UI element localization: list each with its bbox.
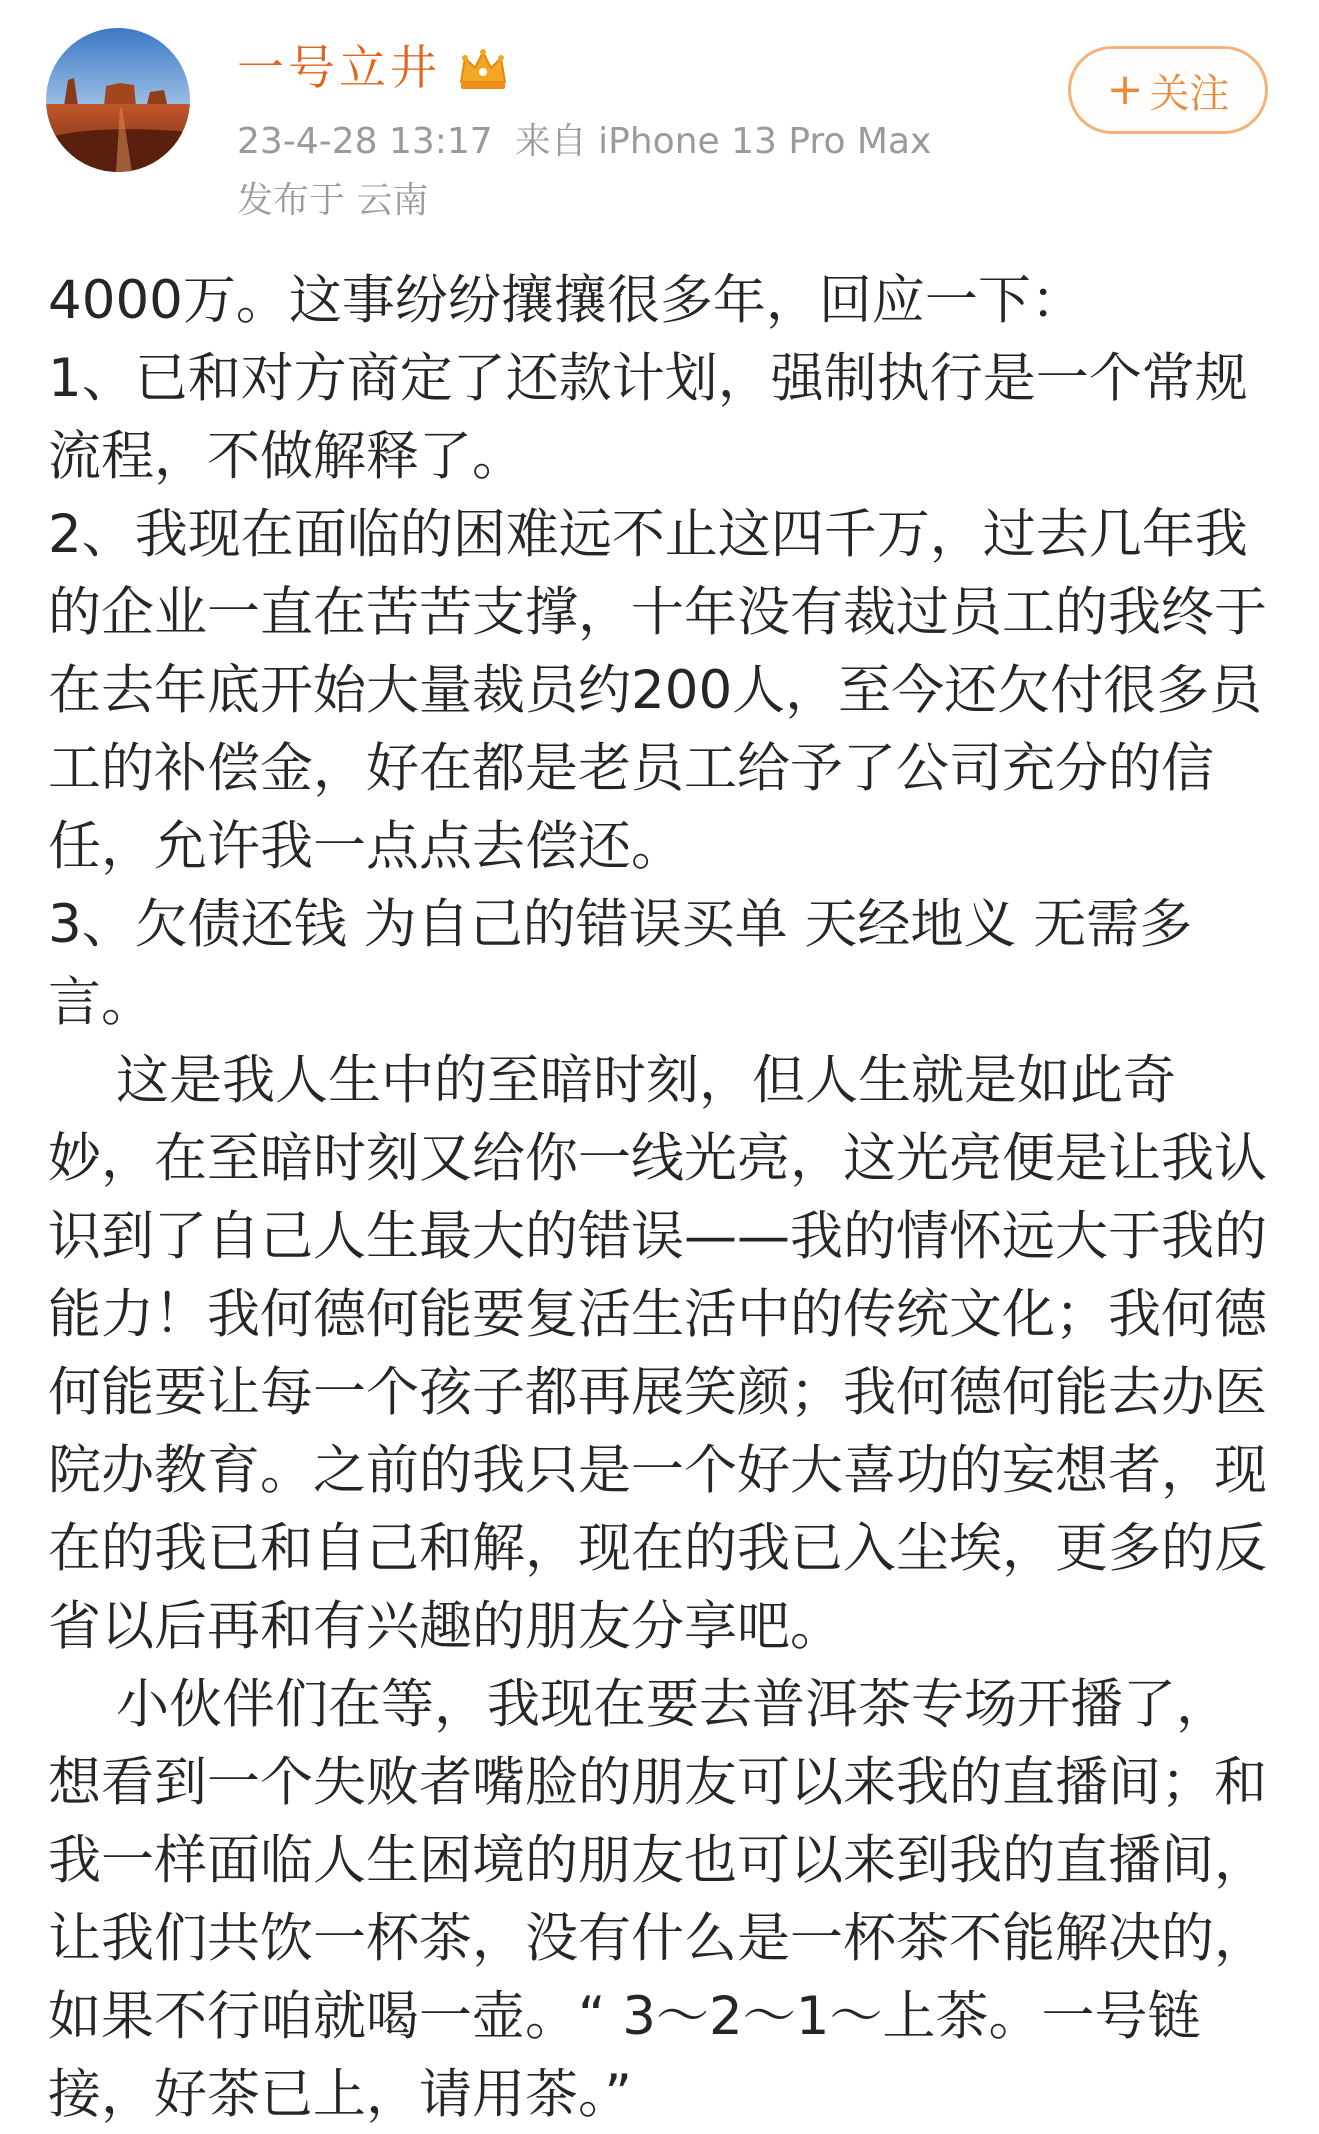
crown-icon (457, 46, 509, 92)
post-location: 发布于 云南 (237, 180, 429, 221)
post-header (0, 0, 1319, 235)
follow-button-label: 关注 (1149, 70, 1230, 117)
post-paragraph: 1、已和对方商定了还款计划，强制执行是一个常规流程，不做解释了。 (48, 348, 1248, 487)
post-source: 来自 iPhone 13 Pro Max (514, 121, 932, 162)
post-timestamp: 23-4-28 13:17 (237, 121, 493, 162)
post-paragraph: 小伙伴们在等，我现在要去普洱茶专场开播了，想看到一个失败者嘴脸的朋友可以来我的直播间；和我一样面临人生困境的朋友也可以来到我的直播间，让我们共饮一杯茶，没有什么是一杯茶不能解决的，如果不行咱就喝一壶。“ 3～2～1～上茶。一号链接，好茶已上，请用茶。” (48, 1674, 1267, 2125)
post-paragraph: 3、欠债还钱 为自己的错误买单 天经地义 无需多言。 (48, 894, 1193, 1033)
post-meta (237, 117, 931, 167)
plus-icon: + (1106, 64, 1144, 115)
desert-landscape-image (46, 28, 190, 172)
follow-button[interactable] (1068, 46, 1268, 134)
post-paragraph: 4000万。这事纷纷攘攘很多年，回应一下： (48, 270, 1084, 331)
username[interactable]: 一号立井 (237, 41, 441, 96)
avatar[interactable] (46, 28, 190, 172)
post-body (48, 262, 1273, 2134)
post-paragraph: 2、我现在面临的困难远不止这四千万，过去几年我的企业一直在苦苦支撑，十年没有裁过员工的我终于在去年底开始大量裁员约200人，至今还欠付很多员工的补偿金，好在都是老员工给予了公司充分的信任，允许我一点点去偿还。 (48, 504, 1267, 877)
username-row (237, 34, 509, 104)
post-paragraph: 这是我人生中的至暗时刻，但人生就是如此奇妙，在至暗时刻又给你一线光亮，这光亮便是让我认识到了自己人生最大的错误——我的情怀远大于我的能力！我何德何能要复活生活中的传统文化；我何德何能要让每一个孩子都再展笑颜；我何德何能去办医院办教育。之前的我只是一个好大喜功的妄想者，现在的我已和自己和解，现在的我已入尘埃，更多的反省以后再和有兴趣的朋友分享吧。 (48, 1050, 1267, 1657)
